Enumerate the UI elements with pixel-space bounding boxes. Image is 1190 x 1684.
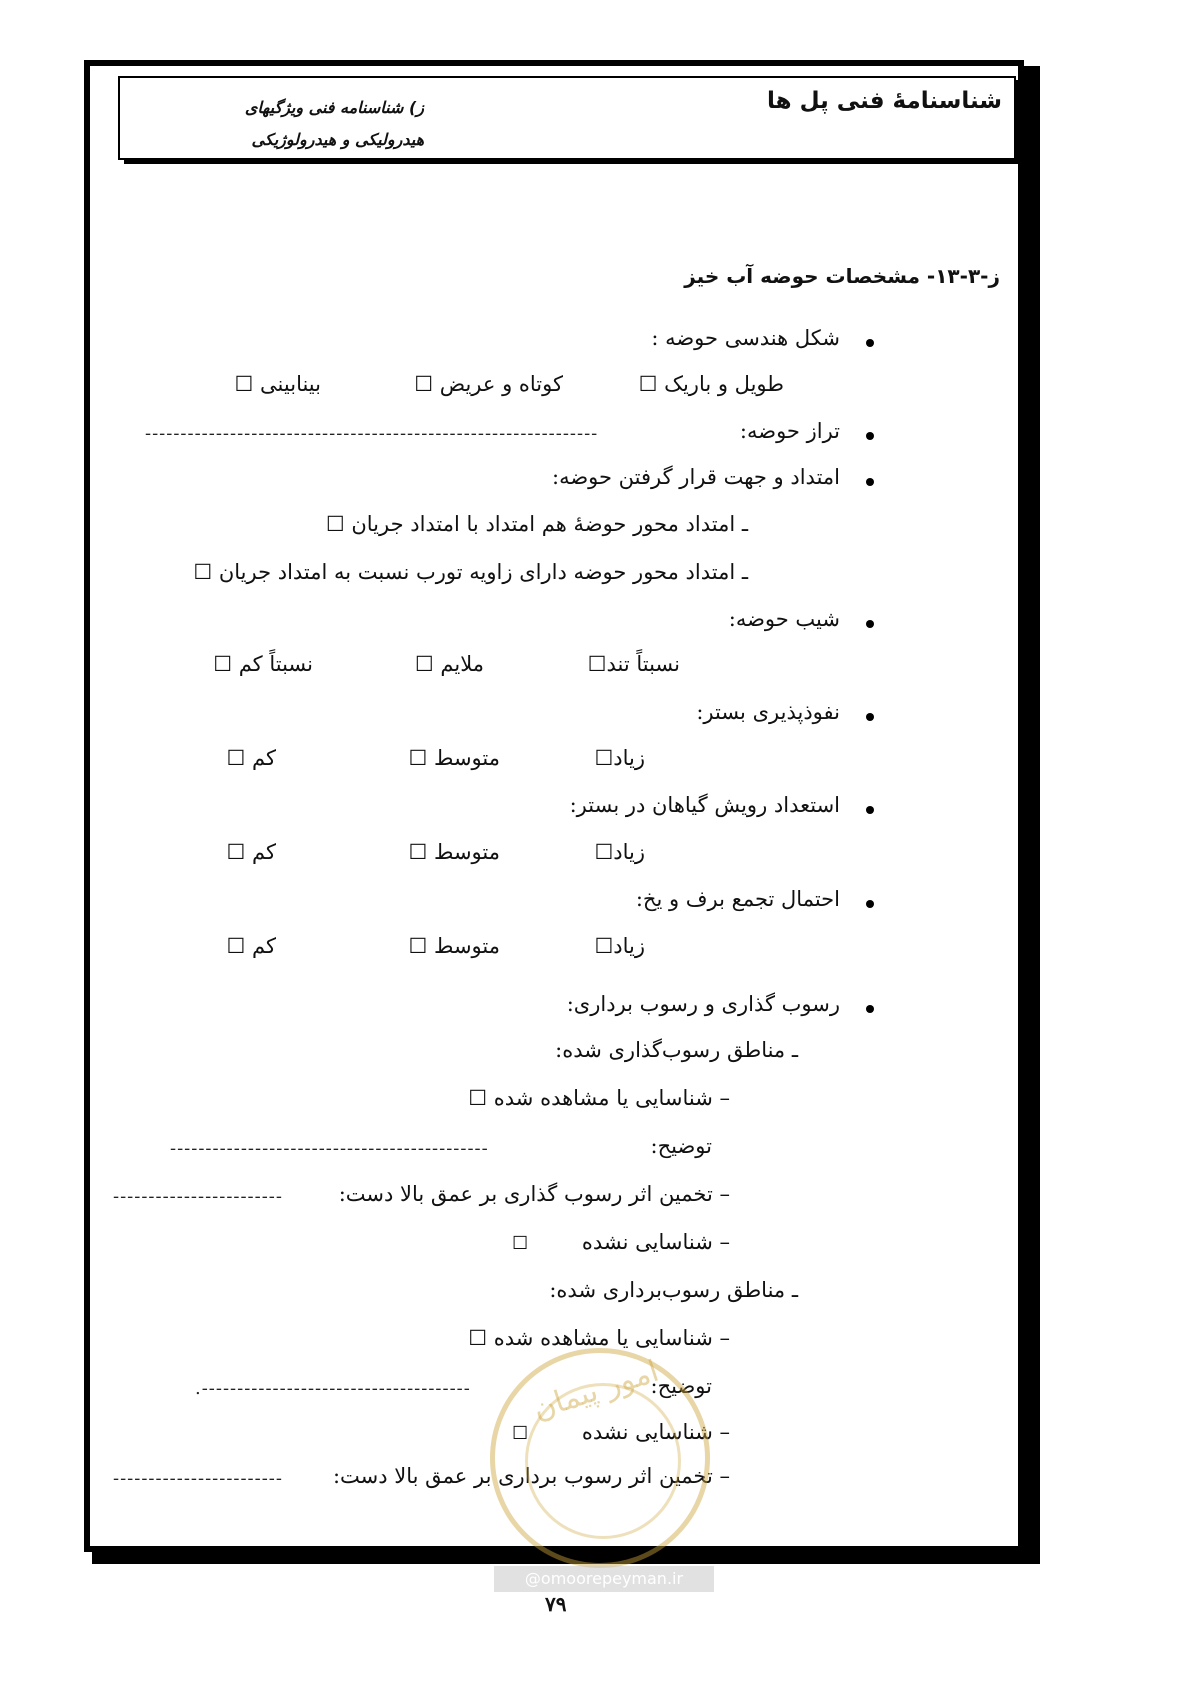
deposition-not-identified-checkbox[interactable]: ☐ — [512, 1233, 529, 1254]
bullet-icon — [866, 1005, 874, 1013]
shape-option-short[interactable]: کوتاه و عریض ☐ — [414, 372, 563, 396]
slope-option-steep[interactable]: نسبتاً تند☐ — [587, 652, 680, 676]
deposition-zones-label: ـ مناطق رسوب‌گذاری شده: — [555, 1038, 798, 1062]
deposition-effect-label: – تخمین اثر رسوب گذاری بر عمق بالا دست: — [338, 1182, 730, 1206]
section-title: ز-۳-۱۳- مشخصات حوضه آب خیز — [684, 264, 1000, 288]
perm-label: نفوذپذیری بستر: — [696, 700, 840, 724]
direction-option-angled[interactable]: ـ امتداد محور حوضه دارای زاویه تورب نسبت به امتداد جریان ☐ — [193, 560, 748, 584]
page-number: ۷۹ — [545, 1592, 567, 1616]
shape-option-long[interactable]: طویل و باریک ☐ — [638, 372, 784, 396]
level-fill-line[interactable]: ---------------------------------------------------------------- — [145, 423, 599, 444]
page-header — [118, 76, 1016, 160]
perm-option-low[interactable]: کم ☐ — [226, 746, 276, 770]
deposition-not-identified-label: – شناسایی نشده — [581, 1230, 730, 1254]
deposition-explanation-line[interactable]: --------------------------------------------- — [170, 1138, 489, 1159]
watermark-url: @omoorepeyman.ir — [494, 1566, 714, 1592]
snow-option-high[interactable]: زیاد☐ — [594, 934, 645, 958]
snow-label: احتمال تجمع برف و یخ: — [635, 887, 840, 911]
direction-label: امتداد و جهت قرار گرفتن حوضه: — [552, 465, 840, 489]
bullet-icon — [866, 713, 874, 721]
deposition-identified-option[interactable]: – شناسایی یا مشاهده شده ☐ — [468, 1086, 730, 1110]
level-label: تراز حوضه: — [739, 419, 840, 443]
deposition-effect-line[interactable]: ------------------------ — [113, 1186, 283, 1207]
slope-option-low[interactable]: نسبتاً کم ☐ — [213, 652, 313, 676]
erosion-not-identified-label: – شناسایی نشده — [581, 1420, 730, 1444]
erosion-explanation-line[interactable]: .-------------------------------------- — [195, 1378, 471, 1399]
veg-option-high[interactable]: زیاد☐ — [594, 840, 645, 864]
bullet-icon — [866, 432, 874, 440]
perm-option-medium[interactable]: متوسط ☐ — [408, 746, 500, 770]
sediment-label: رسوب گذاری و رسوب برداری: — [566, 992, 840, 1016]
erosion-explanation-label: توضیح: — [650, 1374, 712, 1398]
perm-option-high[interactable]: زیاد☐ — [594, 746, 645, 770]
erosion-effect-line[interactable]: ------------------------ — [113, 1468, 283, 1489]
veg-option-low[interactable]: کم ☐ — [226, 840, 276, 864]
deposition-explanation-label: توضیح: — [650, 1134, 712, 1158]
snow-option-medium[interactable]: متوسط ☐ — [408, 934, 500, 958]
bullet-icon — [866, 806, 874, 814]
erosion-not-identified-checkbox[interactable]: ☐ — [512, 1423, 529, 1444]
watermark-text: امور پیمان — [528, 1353, 664, 1428]
header-subtitle — [124, 92, 424, 156]
snow-option-low[interactable]: کم ☐ — [226, 934, 276, 958]
header-subtitle-line2: هیدرولیکی و هیدرولوژیکی — [251, 130, 424, 149]
direction-option-parallel[interactable]: ـ امتداد محور حوضۀ هم امتداد با امتداد جریان ☐ — [325, 512, 748, 536]
veg-option-medium[interactable]: متوسط ☐ — [408, 840, 500, 864]
bullet-icon — [866, 478, 874, 486]
bullet-icon — [866, 900, 874, 908]
erosion-zones-label: ـ مناطق رسوب‌برداری شده: — [549, 1278, 798, 1302]
bullet-icon — [866, 620, 874, 628]
shape-label: شکل هندسی حوضه : — [651, 326, 840, 350]
bullet-icon — [866, 339, 874, 347]
erosion-identified-option[interactable]: – شناسایی یا مشاهده شده ☐ — [468, 1326, 730, 1350]
veg-label: استعداد رویش گیاهان در بستر: — [569, 793, 840, 817]
slope-label: شیب حوضه: — [728, 607, 840, 631]
header-subtitle-line1: ز) شناسنامه فنی ویژگیهای — [244, 98, 424, 117]
shape-option-between[interactable]: بینابینی ☐ — [234, 372, 321, 396]
header-title: شناسنامۀ فنی پل ها — [767, 88, 1002, 114]
slope-option-gentle[interactable]: ملایم ☐ — [414, 652, 484, 676]
erosion-effect-label: – تخمین اثر رسوب برداری بر عمق بالا دست: — [332, 1464, 730, 1488]
